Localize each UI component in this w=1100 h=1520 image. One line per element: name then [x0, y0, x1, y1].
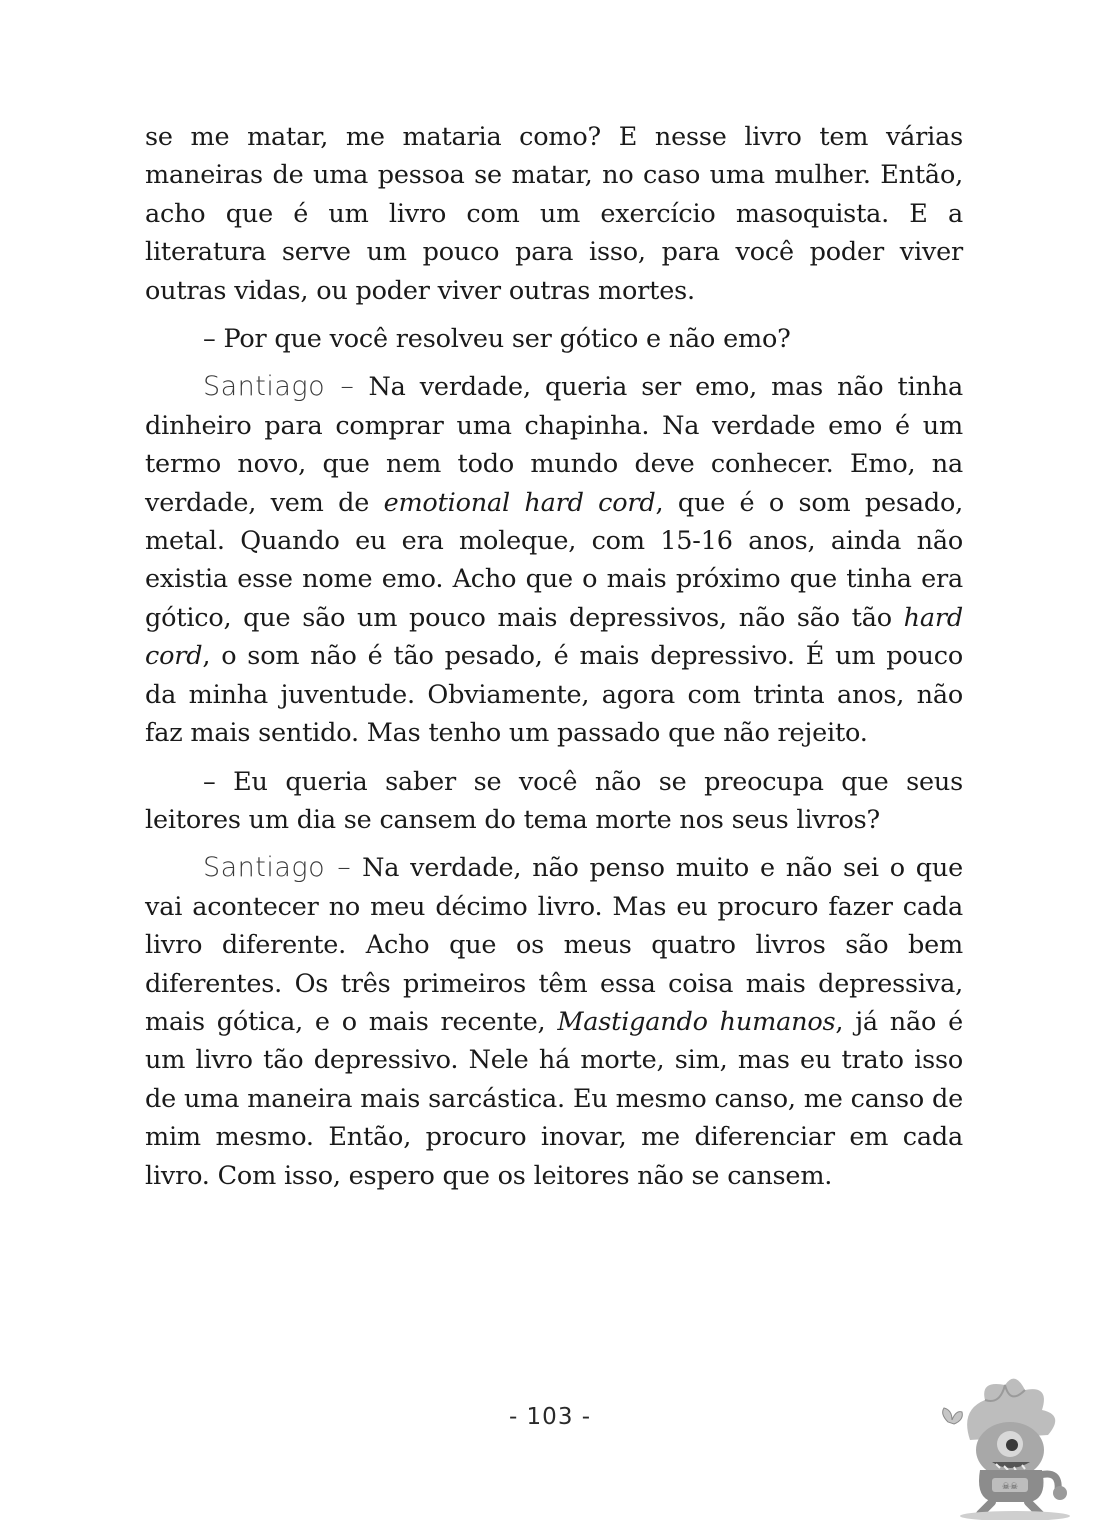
italic-title: Mastigando humanos	[557, 1006, 836, 1037]
svg-text:☠☠: ☠☠	[1001, 1482, 1019, 1492]
speaker-label: Santiago –	[203, 852, 352, 884]
italic-term: emotional hard cord	[383, 487, 656, 518]
answer-2: Santiago – Na verdade, não penso muito e não sei o que vai acontecer no meu décimo livro. Mas eu procuro fazer cada livro diferente. Acho que os meus quatro livros são bem diferentes. Os três primeiros têm essa coisa mais depressiva, mais gótica, e o mais recente, Mastigando humanos, já não é um livro tão depressivo. Nele há morte, sim, mas eu trato isso de uma maneira mais sarcástica. Eu mesmo canso, me canso de mim mesmo. Então, procuro inovar, me diferenciar em cada livro. Com isso, espero que os leitores não se cansem.	[145, 852, 964, 1191]
answer-1: Santiago – Na verdade, queria ser emo, mas não tinha dinheiro para comprar uma chapinha. Na verdade emo é um termo novo, que nem todo mundo deve conhecer. Emo, na verdade, vem de emotional hard cord, que é o som pesado, metal. Quando eu era moleque, com 15-16 anos, ainda não existia esse nome emo. Acho que o mais próximo que tinha era gótico, que são um pouco mais depressivos, não são tão hard cord, o som não é tão pesado, é mais depressivo. É um pouco da minha juventude. Obviamente, agora com trinta anos, não faz mais sentido. Mas tenho um passado que não rejeito.	[145, 371, 963, 749]
page-text	[145, 118, 963, 1195]
question-2: – Eu queria saber se você não se preocupa que seus leitores um dia se cansem do tema morte nos seus livros?	[145, 766, 963, 835]
question-1: – Por que você resolveu ser gótico e não emo?	[203, 324, 791, 355]
goblin-mascot-icon	[930, 1370, 1080, 1520]
paragraph-continuation: se me matar, me mataria como? E nesse livro tem várias maneiras de uma pessoa se matar, no caso uma mulher. Então, acho que é um livro com um exercício masoquista. E a literatura serve um pouco para isso, para você poder viver outras vidas, ou poder viver outras mortes.	[145, 122, 963, 306]
page-number: - 103 -	[508, 1404, 592, 1430]
italic-term: hard cord	[145, 602, 963, 672]
speaker-label: Santiago –	[203, 371, 355, 403]
